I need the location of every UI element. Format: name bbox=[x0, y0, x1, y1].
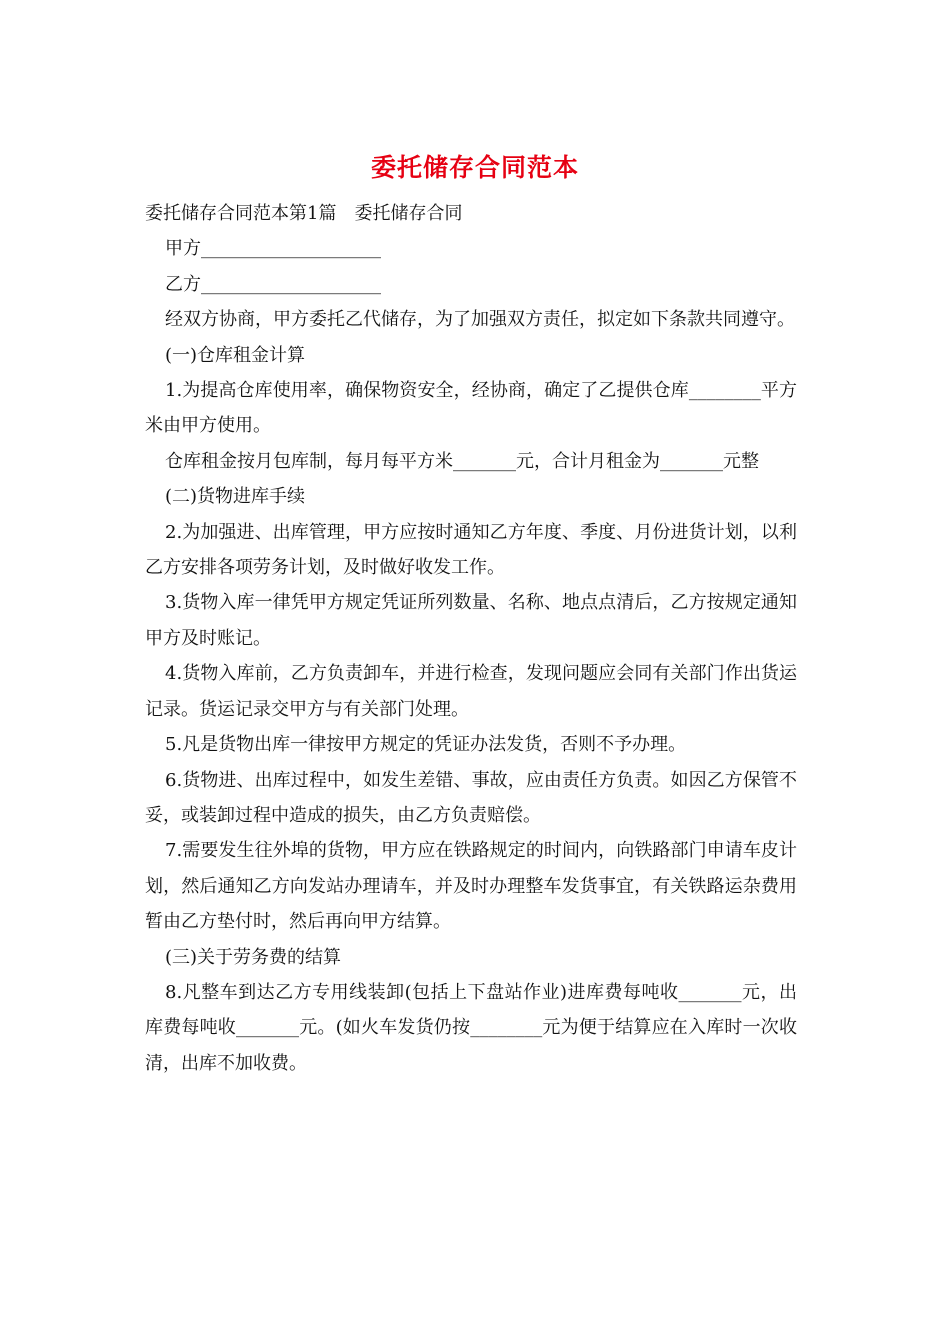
paragraph-party-a: 甲方____________________ bbox=[165, 238, 381, 260]
paragraph-subtitle: 委托储存合同范本第1篇 委托储存合同 bbox=[145, 203, 463, 224]
clause-2: 2.为加强进、出库管理，甲方应按时通知乙方年度、季度、月份进货计划，以利乙方安排各项劳务计划，及时做好收发工作。 bbox=[145, 521, 797, 579]
paragraph-preamble: 经双方协商，甲方委托乙代储存，为了加强双方责任，拟定如下条款共同遵守。 bbox=[165, 309, 795, 331]
section-heading-3: (三)关于劳务费的结算 bbox=[165, 946, 342, 968]
clause-4: 4.货物入库前，乙方负责卸车，并进行检查，发现问题应会同有关部门作出货运记录。货运记录交甲方与有关部门处理。 bbox=[145, 663, 797, 720]
document-body bbox=[145, 196, 797, 1081]
section-heading-2: (二)货物进库手续 bbox=[165, 486, 306, 508]
clause-8: 8.凡整车到达乙方专用线装卸(包括上下盘站作业)进库费每吨收_______元，出库费每吨收_______元。(如火车发货仍按________元为便于结算应在入库时一次收清，出库不加收费。 bbox=[145, 981, 797, 1074]
clause-3: 3.货物入库一律凭甲方规定凭证所列数量、名称、地点点清后，乙方按规定通知甲方及时账记。 bbox=[145, 592, 797, 649]
clause-5: 5.凡是货物出库一律按甲方规定的凭证办法发货，否则不予办理。 bbox=[165, 734, 687, 756]
clause-rent: 仓库租金按月包库制，每月每平方米_______元，合计月租金为_______元整 bbox=[165, 450, 759, 472]
clause-1: 1.为提高仓库使用率，确保物资安全，经协商，确定了乙提供仓库________平方米由甲方使用。 bbox=[145, 380, 797, 437]
section-heading-1: (一)仓库租金计算 bbox=[165, 344, 306, 366]
paragraph-party-b: 乙方____________________ bbox=[165, 273, 381, 295]
document-title: 委托储存合同范本 bbox=[370, 153, 579, 182]
clause-7: 7.需要发生往外埠的货物，甲方应在铁路规定的时间内，向铁路部门申请车皮计划，然后通知乙方向发站办理请车，并及时办理整车发货事宜，有关铁路运杂费用暂由乙方垫付时，然后再向甲方结算。 bbox=[145, 840, 797, 933]
clause-6: 6.货物进、出库过程中，如发生差错、事故，应由责任方负责。如因乙方保管不妥，或装卸过程中造成的损失，由乙方负责赔偿。 bbox=[145, 769, 797, 826]
